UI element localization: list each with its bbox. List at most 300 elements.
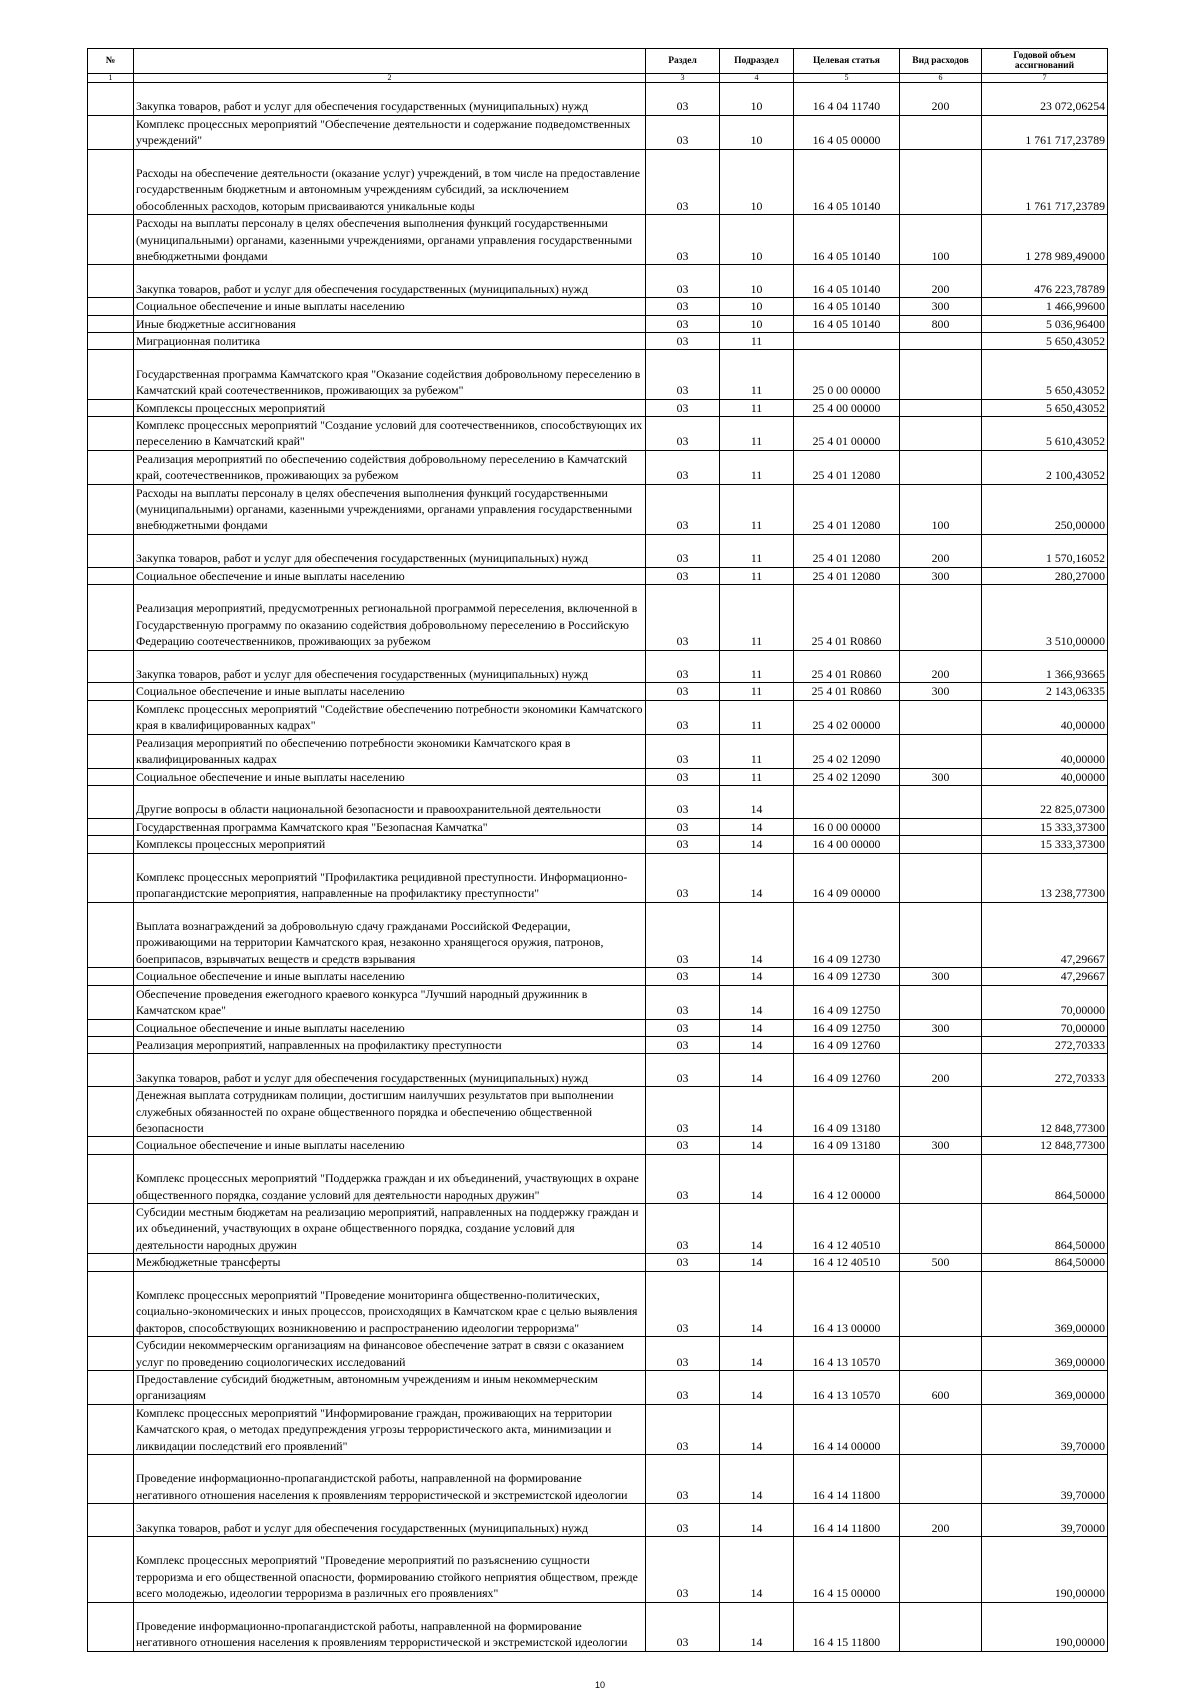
row-amount-cell: 1 570,16052	[982, 534, 1108, 567]
row-amount-cell: 40,00000	[982, 734, 1108, 768]
row-tselevaya-cell	[794, 333, 900, 350]
row-name-cell: Социальное обеспечение и иные выплаты населению	[134, 968, 646, 985]
row-podrazdel-cell: 14	[720, 1404, 794, 1454]
row-razdel-cell: 03	[646, 1137, 720, 1154]
row-podrazdel-cell: 11	[720, 700, 794, 734]
row-tselevaya-cell: 16 4 05 00000	[794, 115, 900, 149]
table-row	[88, 985, 1108, 1019]
row-amount-cell: 39,70000	[982, 1404, 1108, 1454]
row-amount-cell: 369,00000	[982, 1337, 1108, 1371]
row-podrazdel-cell: 14	[720, 1203, 794, 1253]
row-name-cell: Субсидии некоммерческим организациям на финансовое обеспечение затрат в связи с оказанием услуг по проведению социологических исследований	[134, 1337, 646, 1371]
row-amount-cell: 2 143,06335	[982, 683, 1108, 700]
row-vid-cell: 200	[900, 534, 982, 567]
row-vid-cell	[900, 149, 982, 215]
row-name-cell: Государственная программа Камчатского края "Безопасная Камчатка"	[134, 818, 646, 835]
row-tselevaya-cell: 16 4 09 13180	[794, 1087, 900, 1137]
row-razdel-cell: 03	[646, 1504, 720, 1537]
row-name-cell: Комплекс процессных мероприятий "Информирование граждан, проживающих на территории Камчатского края, о методах предупреждения угрозы террористического акта, минимизации и ликвидации последствий его проявлений"	[134, 1404, 646, 1454]
row-number-cell	[88, 818, 134, 835]
table-row	[88, 836, 1108, 853]
row-razdel-cell: 03	[646, 1370, 720, 1404]
row-name-cell: Расходы на выплаты персоналу в целях обеспечения выполнения функций государственными (муниципальными) органами, казенными учреждениями, органами управления государственными внебюджетными фондами	[134, 484, 646, 534]
row-razdel-cell: 03	[646, 768, 720, 785]
row-tselevaya-cell: 25 4 01 12080	[794, 450, 900, 484]
row-number-cell	[88, 567, 134, 584]
table-row	[88, 83, 1108, 116]
row-razdel-cell: 03	[646, 1019, 720, 1036]
row-razdel-cell: 03	[646, 683, 720, 700]
row-tselevaya-cell: 16 4 05 10140	[794, 265, 900, 298]
row-tselevaya-cell: 16 4 14 11800	[794, 1455, 900, 1504]
budget-table-page	[87, 48, 1107, 1652]
row-razdel-cell: 03	[646, 1271, 720, 1337]
row-amount-cell: 369,00000	[982, 1271, 1108, 1337]
row-tselevaya-cell: 16 4 13 00000	[794, 1271, 900, 1337]
row-name-cell: Комплексы процессных мероприятий	[134, 836, 646, 853]
row-razdel-cell: 03	[646, 985, 720, 1019]
row-tselevaya-cell: 25 4 02 12090	[794, 768, 900, 785]
row-amount-cell: 12 848,77300	[982, 1137, 1108, 1154]
row-name-cell: Реализация мероприятий по обеспечению потребности экономики Камчатского края в квалифицированных кадрах	[134, 734, 646, 768]
table-row	[88, 1536, 1108, 1602]
row-vid-cell	[900, 399, 982, 416]
row-podrazdel-cell: 11	[720, 585, 794, 651]
row-podrazdel-cell: 14	[720, 1504, 794, 1537]
col-number: 5	[794, 74, 900, 83]
row-amount-cell: 5 650,43052	[982, 399, 1108, 416]
row-name-cell: Выплата вознаграждений за добровольную сдачу гражданами Российской Федерации, проживающими на территории Камчатского края, незаконно хранящегося оружия, патронов, боеприпасов, взрывчатых веществ и средств взрывания	[134, 902, 646, 968]
row-number-cell	[88, 1087, 134, 1137]
row-number-cell	[88, 700, 134, 734]
column-number-row	[88, 74, 1108, 83]
row-amount-cell: 70,00000	[982, 1019, 1108, 1036]
row-podrazdel-cell: 11	[720, 768, 794, 785]
table-row	[88, 650, 1108, 683]
table-row	[88, 350, 1108, 399]
row-razdel-cell: 03	[646, 1087, 720, 1137]
table-row	[88, 1602, 1108, 1651]
row-amount-cell: 280,27000	[982, 567, 1108, 584]
row-vid-cell: 300	[900, 968, 982, 985]
row-vid-cell	[900, 1337, 982, 1371]
row-number-cell	[88, 1036, 134, 1053]
row-vid-cell: 300	[900, 298, 982, 315]
row-amount-cell: 15 333,37300	[982, 836, 1108, 853]
row-number-cell	[88, 215, 134, 265]
row-vid-cell	[900, 1455, 982, 1504]
table-row	[88, 298, 1108, 315]
row-vid-cell: 300	[900, 1019, 982, 1036]
row-name-cell: Закупка товаров, работ и услуг для обеспечения государственных (муниципальных) нужд	[134, 265, 646, 298]
row-vid-cell: 300	[900, 683, 982, 700]
table-row	[88, 1137, 1108, 1154]
row-name-cell: Иные бюджетные ассигнования	[134, 315, 646, 332]
row-amount-cell: 40,00000	[982, 768, 1108, 785]
row-podrazdel-cell: 14	[720, 1036, 794, 1053]
row-name-cell: Комплекс процессных мероприятий "Создание условий для соотечественников, способствующих их переселению в Камчатский край"	[134, 417, 646, 451]
row-podrazdel-cell: 11	[720, 450, 794, 484]
row-podrazdel-cell: 10	[720, 298, 794, 315]
row-amount-cell: 1 761 717,23789	[982, 115, 1108, 149]
row-number-cell	[88, 1370, 134, 1404]
row-tselevaya-cell: 16 4 05 10140	[794, 315, 900, 332]
row-vid-cell: 200	[900, 265, 982, 298]
row-vid-cell	[900, 1404, 982, 1454]
table-row	[88, 683, 1108, 700]
row-tselevaya-cell: 16 4 13 10570	[794, 1337, 900, 1371]
table-row	[88, 115, 1108, 149]
row-podrazdel-cell: 11	[720, 350, 794, 399]
row-razdel-cell: 03	[646, 700, 720, 734]
row-razdel-cell: 03	[646, 968, 720, 985]
row-number-cell	[88, 853, 134, 902]
row-name-cell: Закупка товаров, работ и услуг для обеспечения государственных (муниципальных) нужд	[134, 534, 646, 567]
row-vid-cell: 800	[900, 315, 982, 332]
table-row	[88, 450, 1108, 484]
row-number-cell	[88, 149, 134, 215]
row-name-cell: Закупка товаров, работ и услуг для обеспечения государственных (муниципальных) нужд	[134, 1504, 646, 1537]
row-amount-cell: 369,00000	[982, 1370, 1108, 1404]
row-tselevaya-cell: 16 4 09 13180	[794, 1137, 900, 1154]
table-row	[88, 333, 1108, 350]
row-amount-cell: 39,70000	[982, 1455, 1108, 1504]
row-number-cell	[88, 585, 134, 651]
row-tselevaya-cell: 25 4 01 12080	[794, 534, 900, 567]
row-number-cell	[88, 1203, 134, 1253]
row-amount-cell: 47,29667	[982, 902, 1108, 968]
row-tselevaya-cell: 16 4 12 40510	[794, 1254, 900, 1271]
row-podrazdel-cell: 11	[720, 734, 794, 768]
row-amount-cell: 190,00000	[982, 1536, 1108, 1602]
row-tselevaya-cell: 16 4 04 11740	[794, 83, 900, 116]
row-number-cell	[88, 315, 134, 332]
table-row	[88, 902, 1108, 968]
row-razdel-cell: 03	[646, 298, 720, 315]
row-name-cell: Другие вопросы в области национальной безопасности и правоохранительной деятельности	[134, 785, 646, 818]
row-name-cell: Комплекс процессных мероприятий "Проведение мониторинга общественно-политических, социально-экономических и иных процессов, происходящих в Камчатском крае с целью выявления факторов, способствующих возникновению и распространению идеологии терроризма"	[134, 1271, 646, 1337]
table-row	[88, 734, 1108, 768]
row-name-cell: Социальное обеспечение и иные выплаты населению	[134, 768, 646, 785]
row-razdel-cell: 03	[646, 399, 720, 416]
row-amount-cell: 272,70333	[982, 1036, 1108, 1053]
row-amount-cell: 2 100,43052	[982, 450, 1108, 484]
col-number: 6	[900, 74, 982, 83]
row-number-cell	[88, 115, 134, 149]
row-number-cell	[88, 450, 134, 484]
row-number-cell	[88, 785, 134, 818]
row-vid-cell	[900, 985, 982, 1019]
table-row	[88, 1455, 1108, 1504]
row-vid-cell	[900, 836, 982, 853]
row-number-cell	[88, 1404, 134, 1454]
table-row	[88, 1254, 1108, 1271]
row-number-cell	[88, 417, 134, 451]
row-vid-cell	[900, 902, 982, 968]
table-row	[88, 1271, 1108, 1337]
row-tselevaya-cell: 25 4 01 12080	[794, 484, 900, 534]
row-amount-cell: 13 238,77300	[982, 853, 1108, 902]
row-name-cell: Расходы на выплаты персоналу в целях обеспечения выполнения функций государственными (муниципальными) органами, казенными учреждениями, органами управления государственными внебюджетными фондами	[134, 215, 646, 265]
row-vid-cell	[900, 785, 982, 818]
row-amount-cell: 5 650,43052	[982, 333, 1108, 350]
col-number: 3	[646, 74, 720, 83]
row-tselevaya-cell: 16 4 15 00000	[794, 1536, 900, 1602]
budget-table	[87, 48, 1108, 1652]
row-vid-cell: 600	[900, 1370, 982, 1404]
row-razdel-cell: 03	[646, 567, 720, 584]
row-amount-cell: 190,00000	[982, 1602, 1108, 1651]
row-name-cell: Комплекс процессных мероприятий "Поддержка граждан и их объединений, участвующих в охране общественного порядка, создание условий для деятельности народных дружин"	[134, 1154, 646, 1203]
row-tselevaya-cell: 25 4 00 00000	[794, 399, 900, 416]
row-tselevaya-cell: 16 4 05 10140	[794, 215, 900, 265]
row-name-cell: Комплексы процессных мероприятий	[134, 399, 646, 416]
row-tselevaya-cell: 16 4 05 10140	[794, 298, 900, 315]
row-razdel-cell: 03	[646, 1455, 720, 1504]
row-name-cell: Проведение информационно-пропагандистской работы, направленной на формирование негативного отношения населения к проявлениям террористической и экстремистской идеологии	[134, 1602, 646, 1651]
row-vid-cell: 100	[900, 215, 982, 265]
row-vid-cell	[900, 1271, 982, 1337]
row-amount-cell: 864,50000	[982, 1254, 1108, 1271]
row-amount-cell: 22 825,07300	[982, 785, 1108, 818]
row-podrazdel-cell: 14	[720, 968, 794, 985]
table-row	[88, 567, 1108, 584]
row-name-cell: Обеспечение проведения ежегодного краевого конкурса "Лучший народный дружинник в Камчатском крае"	[134, 985, 646, 1019]
table-row	[88, 968, 1108, 985]
row-razdel-cell: 03	[646, 902, 720, 968]
header-razdel: Раздел	[646, 49, 720, 74]
row-razdel-cell: 03	[646, 734, 720, 768]
row-amount-cell: 70,00000	[982, 985, 1108, 1019]
row-vid-cell	[900, 350, 982, 399]
table-row	[88, 215, 1108, 265]
row-razdel-cell: 03	[646, 333, 720, 350]
row-razdel-cell: 03	[646, 450, 720, 484]
table-row	[88, 1504, 1108, 1537]
row-name-cell: Денежная выплата сотрудникам полиции, достигшим наилучших результатов при выполнении служебных обязанностей по охране общественного порядка и обеспечению общественной безопасности	[134, 1087, 646, 1137]
row-amount-cell: 272,70333	[982, 1054, 1108, 1087]
row-number-cell	[88, 484, 134, 534]
row-razdel-cell: 03	[646, 1203, 720, 1253]
row-podrazdel-cell: 14	[720, 785, 794, 818]
header-godovoy-obem: Годовой объем ассигнований	[982, 49, 1108, 74]
row-name-cell: Реализация мероприятий, предусмотренных региональной программой переселения, включенной в Государственную программу по оказанию содействия добровольному переселению в Российскую Федерацию соотечественников, проживающих за рубежом	[134, 585, 646, 651]
col-number: 7	[982, 74, 1108, 83]
row-podrazdel-cell: 11	[720, 417, 794, 451]
table-row	[88, 1019, 1108, 1036]
row-podrazdel-cell: 11	[720, 683, 794, 700]
row-amount-cell: 23 072,06254	[982, 83, 1108, 116]
row-number-cell	[88, 83, 134, 116]
row-podrazdel-cell: 14	[720, 818, 794, 835]
row-tselevaya-cell: 16 4 09 12760	[794, 1054, 900, 1087]
row-name-cell: Государственная программа Камчатского края "Оказание содействия добровольному переселению в Камчатский край соотечественников, проживающих за рубежом"	[134, 350, 646, 399]
row-amount-cell: 1 278 989,49000	[982, 215, 1108, 265]
row-podrazdel-cell: 14	[720, 1137, 794, 1154]
row-name-cell: Реализация мероприятий по обеспечению содействия добровольному переселению в Камчатский край, соотечественников, проживающих за рубежом	[134, 450, 646, 484]
table-row	[88, 1370, 1108, 1404]
row-tselevaya-cell: 25 4 01 00000	[794, 417, 900, 451]
row-name-cell: Социальное обеспечение и иные выплаты населению	[134, 1137, 646, 1154]
table-row	[88, 1404, 1108, 1454]
row-amount-cell: 3 510,00000	[982, 585, 1108, 651]
row-name-cell: Реализация мероприятий, направленных на профилактику преступности	[134, 1036, 646, 1053]
col-number: 2	[134, 74, 646, 83]
table-row	[88, 1154, 1108, 1203]
header-name	[134, 49, 646, 74]
row-tselevaya-cell: 25 4 01 12080	[794, 567, 900, 584]
table-row	[88, 399, 1108, 416]
row-podrazdel-cell: 11	[720, 567, 794, 584]
row-vid-cell: 200	[900, 83, 982, 116]
row-vid-cell	[900, 333, 982, 350]
row-podrazdel-cell: 11	[720, 333, 794, 350]
row-amount-cell: 12 848,77300	[982, 1087, 1108, 1137]
row-podrazdel-cell: 14	[720, 1254, 794, 1271]
row-razdel-cell: 03	[646, 1536, 720, 1602]
row-name-cell: Закупка товаров, работ и услуг для обеспечения государственных (муниципальных) нужд	[134, 83, 646, 116]
row-number-cell	[88, 1054, 134, 1087]
row-vid-cell	[900, 700, 982, 734]
row-razdel-cell: 03	[646, 149, 720, 215]
row-tselevaya-cell: 16 4 05 10140	[794, 149, 900, 215]
table-row	[88, 700, 1108, 734]
row-vid-cell: 500	[900, 1254, 982, 1271]
row-podrazdel-cell: 10	[720, 149, 794, 215]
row-number-cell	[88, 1019, 134, 1036]
row-podrazdel-cell: 10	[720, 315, 794, 332]
row-number-cell	[88, 836, 134, 853]
row-name-cell: Миграционная политика	[134, 333, 646, 350]
row-number-cell	[88, 333, 134, 350]
row-vid-cell	[900, 1536, 982, 1602]
row-number-cell	[88, 734, 134, 768]
table-row	[88, 315, 1108, 332]
table-row	[88, 853, 1108, 902]
table-row	[88, 417, 1108, 451]
row-amount-cell: 1 466,99600	[982, 298, 1108, 315]
table-row	[88, 1036, 1108, 1053]
row-number-cell	[88, 768, 134, 785]
row-razdel-cell: 03	[646, 265, 720, 298]
row-amount-cell: 40,00000	[982, 700, 1108, 734]
row-name-cell: Социальное обеспечение и иные выплаты населению	[134, 1019, 646, 1036]
row-vid-cell: 200	[900, 1504, 982, 1537]
row-amount-cell: 5 036,96400	[982, 315, 1108, 332]
row-vid-cell: 300	[900, 1137, 982, 1154]
row-tselevaya-cell: 16 4 09 12750	[794, 985, 900, 1019]
row-podrazdel-cell: 11	[720, 399, 794, 416]
row-podrazdel-cell: 10	[720, 115, 794, 149]
row-name-cell: Проведение информационно-пропагандистской работы, направленной на формирование негативного отношения населения к проявлениям террористической и экстремистской идеологии	[134, 1455, 646, 1504]
table-row	[88, 1203, 1108, 1253]
row-tselevaya-cell: 16 4 09 12750	[794, 1019, 900, 1036]
row-name-cell: Предоставление субсидий бюджетным, автономным учреждениям и иным некоммерческим организациям	[134, 1370, 646, 1404]
col-number: 4	[720, 74, 794, 83]
row-amount-cell: 864,50000	[982, 1154, 1108, 1203]
row-tselevaya-cell: 25 4 02 12090	[794, 734, 900, 768]
row-tselevaya-cell: 16 0 00 00000	[794, 818, 900, 835]
row-number-cell	[88, 985, 134, 1019]
row-vid-cell	[900, 818, 982, 835]
row-tselevaya-cell: 16 4 13 10570	[794, 1370, 900, 1404]
row-vid-cell	[900, 1036, 982, 1053]
row-amount-cell: 250,00000	[982, 484, 1108, 534]
row-amount-cell: 15 333,37300	[982, 818, 1108, 835]
row-name-cell: Комплекс процессных мероприятий "Обеспечение деятельности и содержание подведомственных учреждений"	[134, 115, 646, 149]
row-number-cell	[88, 1536, 134, 1602]
row-tselevaya-cell	[794, 785, 900, 818]
row-podrazdel-cell: 14	[720, 836, 794, 853]
row-razdel-cell: 03	[646, 818, 720, 835]
row-amount-cell: 5 650,43052	[982, 350, 1108, 399]
row-podrazdel-cell: 14	[720, 853, 794, 902]
row-amount-cell: 47,29667	[982, 968, 1108, 985]
row-number-cell	[88, 1254, 134, 1271]
row-podrazdel-cell: 10	[720, 83, 794, 116]
row-tselevaya-cell: 16 4 15 11800	[794, 1602, 900, 1651]
header-podrazdel: Подраздел	[720, 49, 794, 74]
row-number-cell	[88, 1602, 134, 1651]
row-tselevaya-cell: 16 4 09 12730	[794, 968, 900, 985]
row-tselevaya-cell: 25 4 01 R0860	[794, 585, 900, 651]
row-podrazdel-cell: 11	[720, 650, 794, 683]
row-podrazdel-cell: 10	[720, 265, 794, 298]
row-name-cell: Закупка товаров, работ и услуг для обеспечения государственных (муниципальных) нужд	[134, 1054, 646, 1087]
row-podrazdel-cell: 14	[720, 1455, 794, 1504]
table-row	[88, 1087, 1108, 1137]
row-podrazdel-cell: 14	[720, 1019, 794, 1036]
row-razdel-cell: 03	[646, 1404, 720, 1454]
row-razdel-cell: 03	[646, 836, 720, 853]
row-razdel-cell: 03	[646, 853, 720, 902]
row-tselevaya-cell: 25 0 00 00000	[794, 350, 900, 399]
row-razdel-cell: 03	[646, 650, 720, 683]
row-vid-cell	[900, 853, 982, 902]
row-vid-cell	[900, 1602, 982, 1651]
row-vid-cell: 200	[900, 1054, 982, 1087]
row-razdel-cell: 03	[646, 1254, 720, 1271]
row-number-cell	[88, 350, 134, 399]
row-number-cell	[88, 1504, 134, 1537]
row-number-cell	[88, 902, 134, 968]
header-tselevaya-statya: Целевая статья	[794, 49, 900, 74]
row-vid-cell	[900, 1154, 982, 1203]
row-name-cell: Социальное обеспечение и иные выплаты населению	[134, 567, 646, 584]
row-podrazdel-cell: 14	[720, 1536, 794, 1602]
row-number-cell	[88, 1337, 134, 1371]
row-podrazdel-cell: 10	[720, 215, 794, 265]
row-razdel-cell: 03	[646, 417, 720, 451]
row-podrazdel-cell: 11	[720, 534, 794, 567]
table-row	[88, 785, 1108, 818]
row-razdel-cell: 03	[646, 1036, 720, 1053]
row-vid-cell	[900, 450, 982, 484]
row-razdel-cell: 03	[646, 1054, 720, 1087]
row-vid-cell	[900, 585, 982, 651]
row-razdel-cell: 03	[646, 484, 720, 534]
row-number-cell	[88, 683, 134, 700]
table-header-row	[88, 49, 1108, 74]
row-name-cell: Комплекс процессных мероприятий "Профилактика рецидивной преступности. Информационно-пропагандистские мероприятия, направленные на профилактику преступности"	[134, 853, 646, 902]
row-razdel-cell: 03	[646, 1154, 720, 1203]
row-name-cell: Субсидии местным бюджетам на реализацию мероприятий, направленных на поддержку граждан и их объединений, участвующих в охране общественного порядка, создание условий для деятельности народных дружин	[134, 1203, 646, 1253]
col-number: 1	[88, 74, 134, 83]
row-number-cell	[88, 298, 134, 315]
table-row	[88, 1337, 1108, 1371]
row-number-cell	[88, 399, 134, 416]
row-tselevaya-cell: 16 4 14 11800	[794, 1504, 900, 1537]
